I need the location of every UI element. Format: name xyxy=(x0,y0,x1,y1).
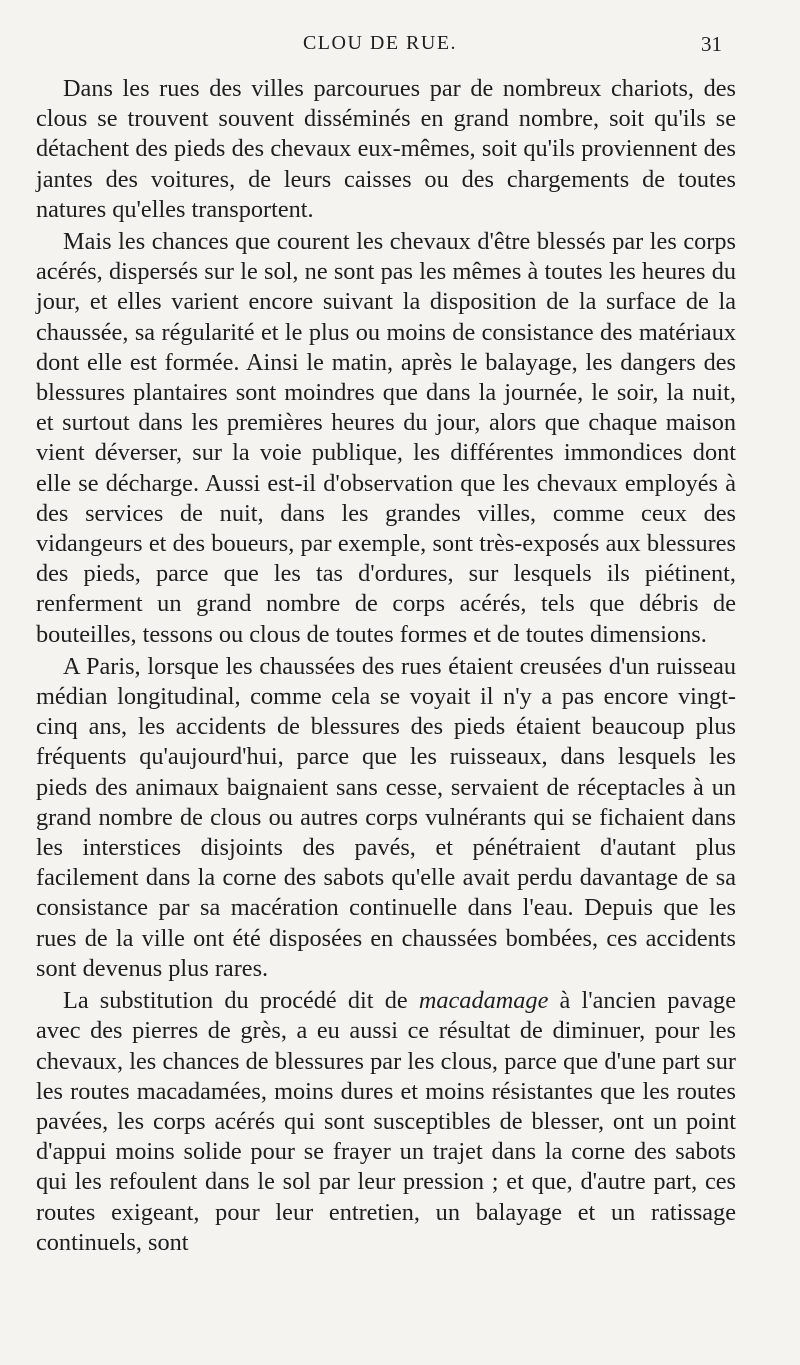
paragraph-4 xyxy=(36,986,736,1258)
paragraph-2: Mais les chances que courent les chevaux d'être blessés par les corps acérés, dispersés sur le sol, ne sont pas les mêmes à toutes les heures du jour, et elles varient encore suivant la disposition de la surface de la chaussée, sa régularité et le plus ou moins de consistance des matériaux dont elle est formée. Ainsi le matin, après le balayage, les dangers des blessures plantaires sont moindres que dans la journée, le soir, la nuit, et surtout dans les premières heures du jour, alors que chaque maison vient déverser, sur la voie publique, les différentes immondices dont elle se décharge. Aussi est-il d'observation que les chevaux employés à des services de nuit, dans les grandes villes, comme ceux des vidangeurs et des boueurs, par exemple, sont très-exposés aux blessures des pieds, parce que les tas d'ordures, sur lesquels ils piétinent, renferment un grand nombre de corps acérés, tels que débris de bouteilles, tessons ou clous de toutes formes et de toutes dimensions. xyxy=(36,228,736,648)
paragraph-1: Dans les rues des villes parcourues par de nombreux chariots, des clous se trouvent souvent disséminés en grand nombre, soit qu'ils se détachent des pieds des chevaux eux-mêmes, soit qu'ils proviennent des jantes des voitures, de leurs caisses ou des chargements de toutes natures qu'elles transportent. xyxy=(36,75,736,223)
running-title: CLOU DE RUE. xyxy=(302,32,458,54)
body-text xyxy=(36,74,736,1258)
page-number: 31 xyxy=(701,32,722,56)
paragraph-4-text-after: à l'ancien pavage avec des pierres de grès, a eu aussi ce résultat de diminuer, pour les chevaux, les chances de blessures par les clous, parce que d'une part sur les routes macadamées, moins dures et moins résistantes que les routes pavées, les corps acérés qui sont susceptibles de blesser, ont un point d'appui moins solide pour se frayer un trajet dans la corne des sabots qui les refoulent dans le sol par leur pression ; et que, d'autre part, ces routes exigeant, pour leur entretien, un balayage et un ratissage continuels, sont xyxy=(36,987,736,1256)
page-header xyxy=(0,30,800,60)
paragraph-4-text-before: La substitution du procédé dit de xyxy=(63,987,419,1015)
paragraph-4-emphasis: macadamage xyxy=(418,987,549,1015)
paragraph-3: A Paris, lorsque les chaussées des rues étaient creusées d'un ruisseau médian longitudinal, comme cela se voyait il n'y a pas encore vingt-cinq ans, les accidents de blessures des pieds étaient beaucoup plus fréquents qu'aujourd'hui, parce que les ruisseaux, dans lesquels les pieds des animaux baignaient sans cesse, servaient de réceptacles à un grand nombre de clous ou autres corps vulnérants qui se fichaient dans les interstices disjoints des pavés, et pénétraient d'autant plus facilement dans la corne des sabots qu'elle avait perdu davantage de sa consistance par sa macération continuelle dans l'eau. Depuis que les rues de la ville ont été disposées en chaussées bombées, ces accidents sont devenus plus rares. xyxy=(36,652,736,982)
